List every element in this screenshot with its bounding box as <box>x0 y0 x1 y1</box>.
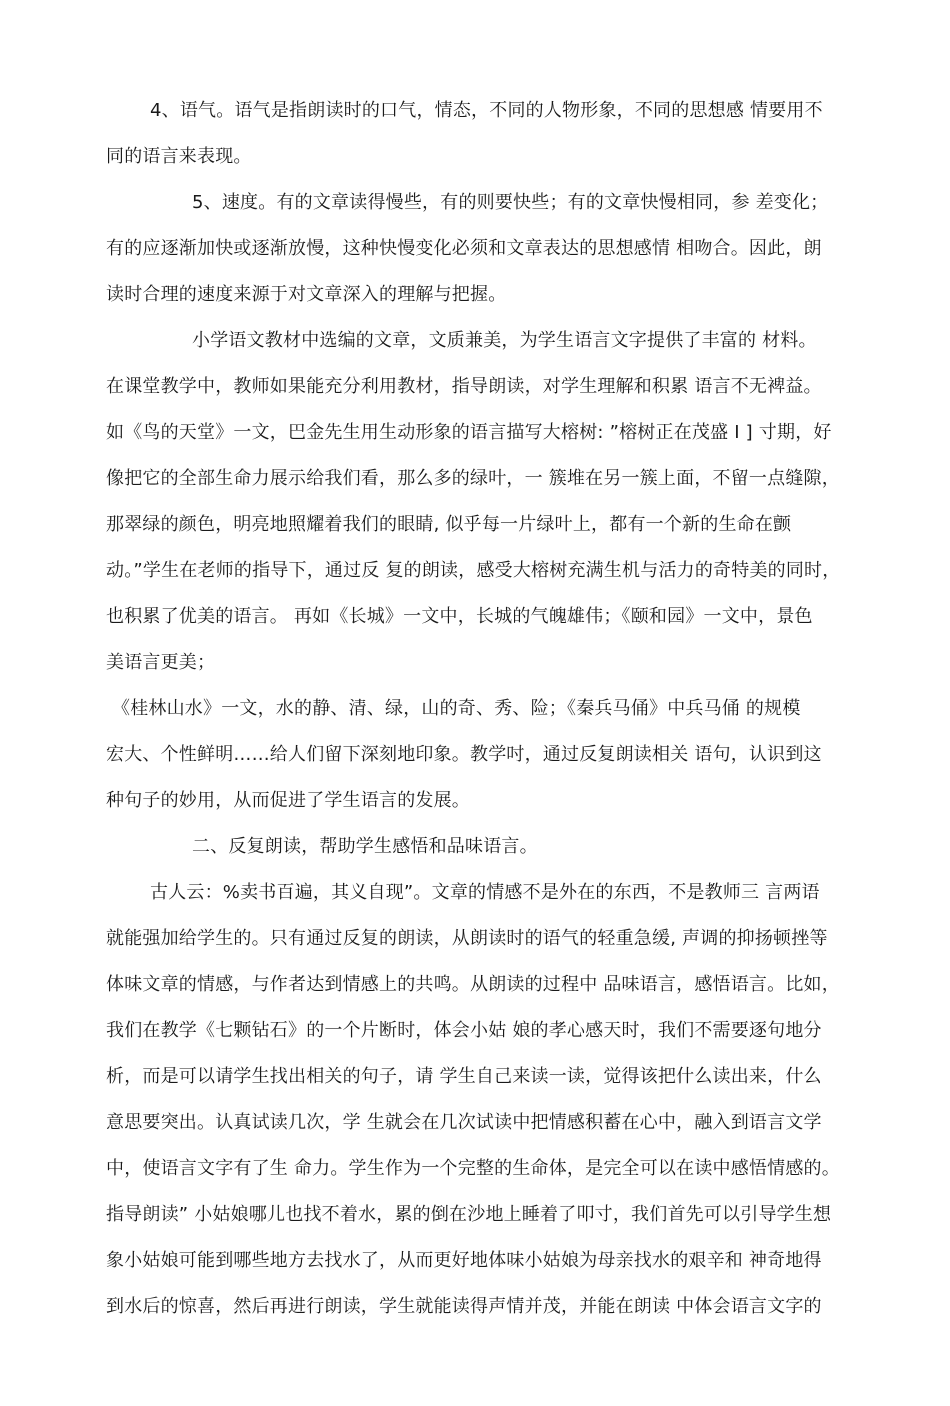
text-line: 读时合理的速度来源于对文章深入的理解与把握。 <box>106 284 507 305</box>
text-line: 古人云：%卖书百遍，其义自现”。文章的情感不是外在的东西，不是教师三 言两语 <box>150 882 820 903</box>
text-line: 《桂林山水》一文，水的静、清、绿，山的奇、秀、险；《秦兵马俑》中兵马俑 的规模 <box>112 698 801 719</box>
text-line: 指导朗读” 小姑娘哪儿也找不着水，累的倒在沙地上睡着了叩寸，我们首先可以引导学生想 <box>106 1204 832 1225</box>
text-line: 5、速度。有的文章读得慢些，有的则要快些；有的文章快慢相同，参 差变化； <box>192 192 829 213</box>
text-line: 也积累了优美的语言。 再如《长城》一文中，长城的气魄雄伟；《颐和园》一文中，景色 <box>106 606 813 627</box>
text-line: 在课堂教学中，教师如果能充分利用教材，指导朗读，对学生理解和积累 语言不无裨益。 <box>106 376 822 397</box>
text-line: 同的语言来表现。 <box>106 146 252 167</box>
text-line: 种句子的妙用，从而促进了学生语言的发展。 <box>106 790 470 811</box>
text-line: 中，使语言文字有了生 命力。学生作为一个完整的生命体，是完全可以在读中感悟情感的。 <box>106 1158 840 1179</box>
text-line: 4、语气。语气是指朗读时的口气，情态，不同的人物形象，不同的思想感 情要用不 <box>150 100 823 121</box>
text-line: 动。”学生在老师的指导下，通过反 复的朗读，感受大榕树充满生机与活力的奇特美的同时， <box>106 560 841 581</box>
text-line: 那翠绿的颜色，明亮地照耀着我们的眼睛, 似乎每一片绿叶上，都有一个新的生命在颤 <box>106 514 792 535</box>
section-heading: 二、反复朗读，帮助学生感悟和品味语言。 <box>192 836 538 857</box>
text-line: 美语言更美； <box>106 652 216 673</box>
text-line: 意思要突出。认真试读几次，学 生就会在几次试读中把情感积蓄在心中，融入到语言文学 <box>106 1112 822 1133</box>
text-line: 我们在教学《七颗钻石》的一个片断时，体会小姑 娘的孝心感天时，我们不需要逐句地分 <box>106 1020 822 1041</box>
text-line: 如《鸟的天堂》一文，巴金先生用生动形象的语言描写大榕树: ”榕树正在茂盛 I ] 寸期，好 <box>106 422 832 443</box>
text-line: 有的应逐渐加快或逐渐放慢，这种快慢变化必须和文章表达的思想感情 相吻合。因此，朗 <box>106 238 822 259</box>
text-line: 宏大、个性鲜明……给人们留下深刻地印象。教学吋，通过反复朗读相关 语句，认识到这 <box>106 744 822 765</box>
text-line: 像把它的全部生命力展示给我们看，那么多的绿叶，一 簇堆在另一簇上面，不留一点缝隙， <box>106 468 840 489</box>
text-line: 小学语文教材中选编的文章，文质兼美，为学生语言文字提供了丰富的 材料。 <box>192 330 817 351</box>
text-line: 到水后的惊喜，然后再进行朗读，学生就能读得声情并茂，并能在朗读 中体会语言文字的 <box>106 1296 822 1317</box>
text-line: 就能强加给学生的。只有通过反复的朗读，从朗读时的语气的轻重急缓, 声调的抑扬顿挫等 <box>106 928 828 949</box>
text-line: 象小姑娘可能到哪些地方去找水了，从而更好地体味小姑娘为母亲找水的艰辛和 神奇地得 <box>106 1250 822 1271</box>
text-line: 析，而是可以请学生找出相关的句子，请 学生自己来读一读，觉得该把什么读出来，什么 <box>106 1066 822 1087</box>
text-line: 体味文章的情感，与作者达到情感上的共鸣。从朗读的过程中 品味语言，感悟语言。比如， <box>106 974 840 995</box>
